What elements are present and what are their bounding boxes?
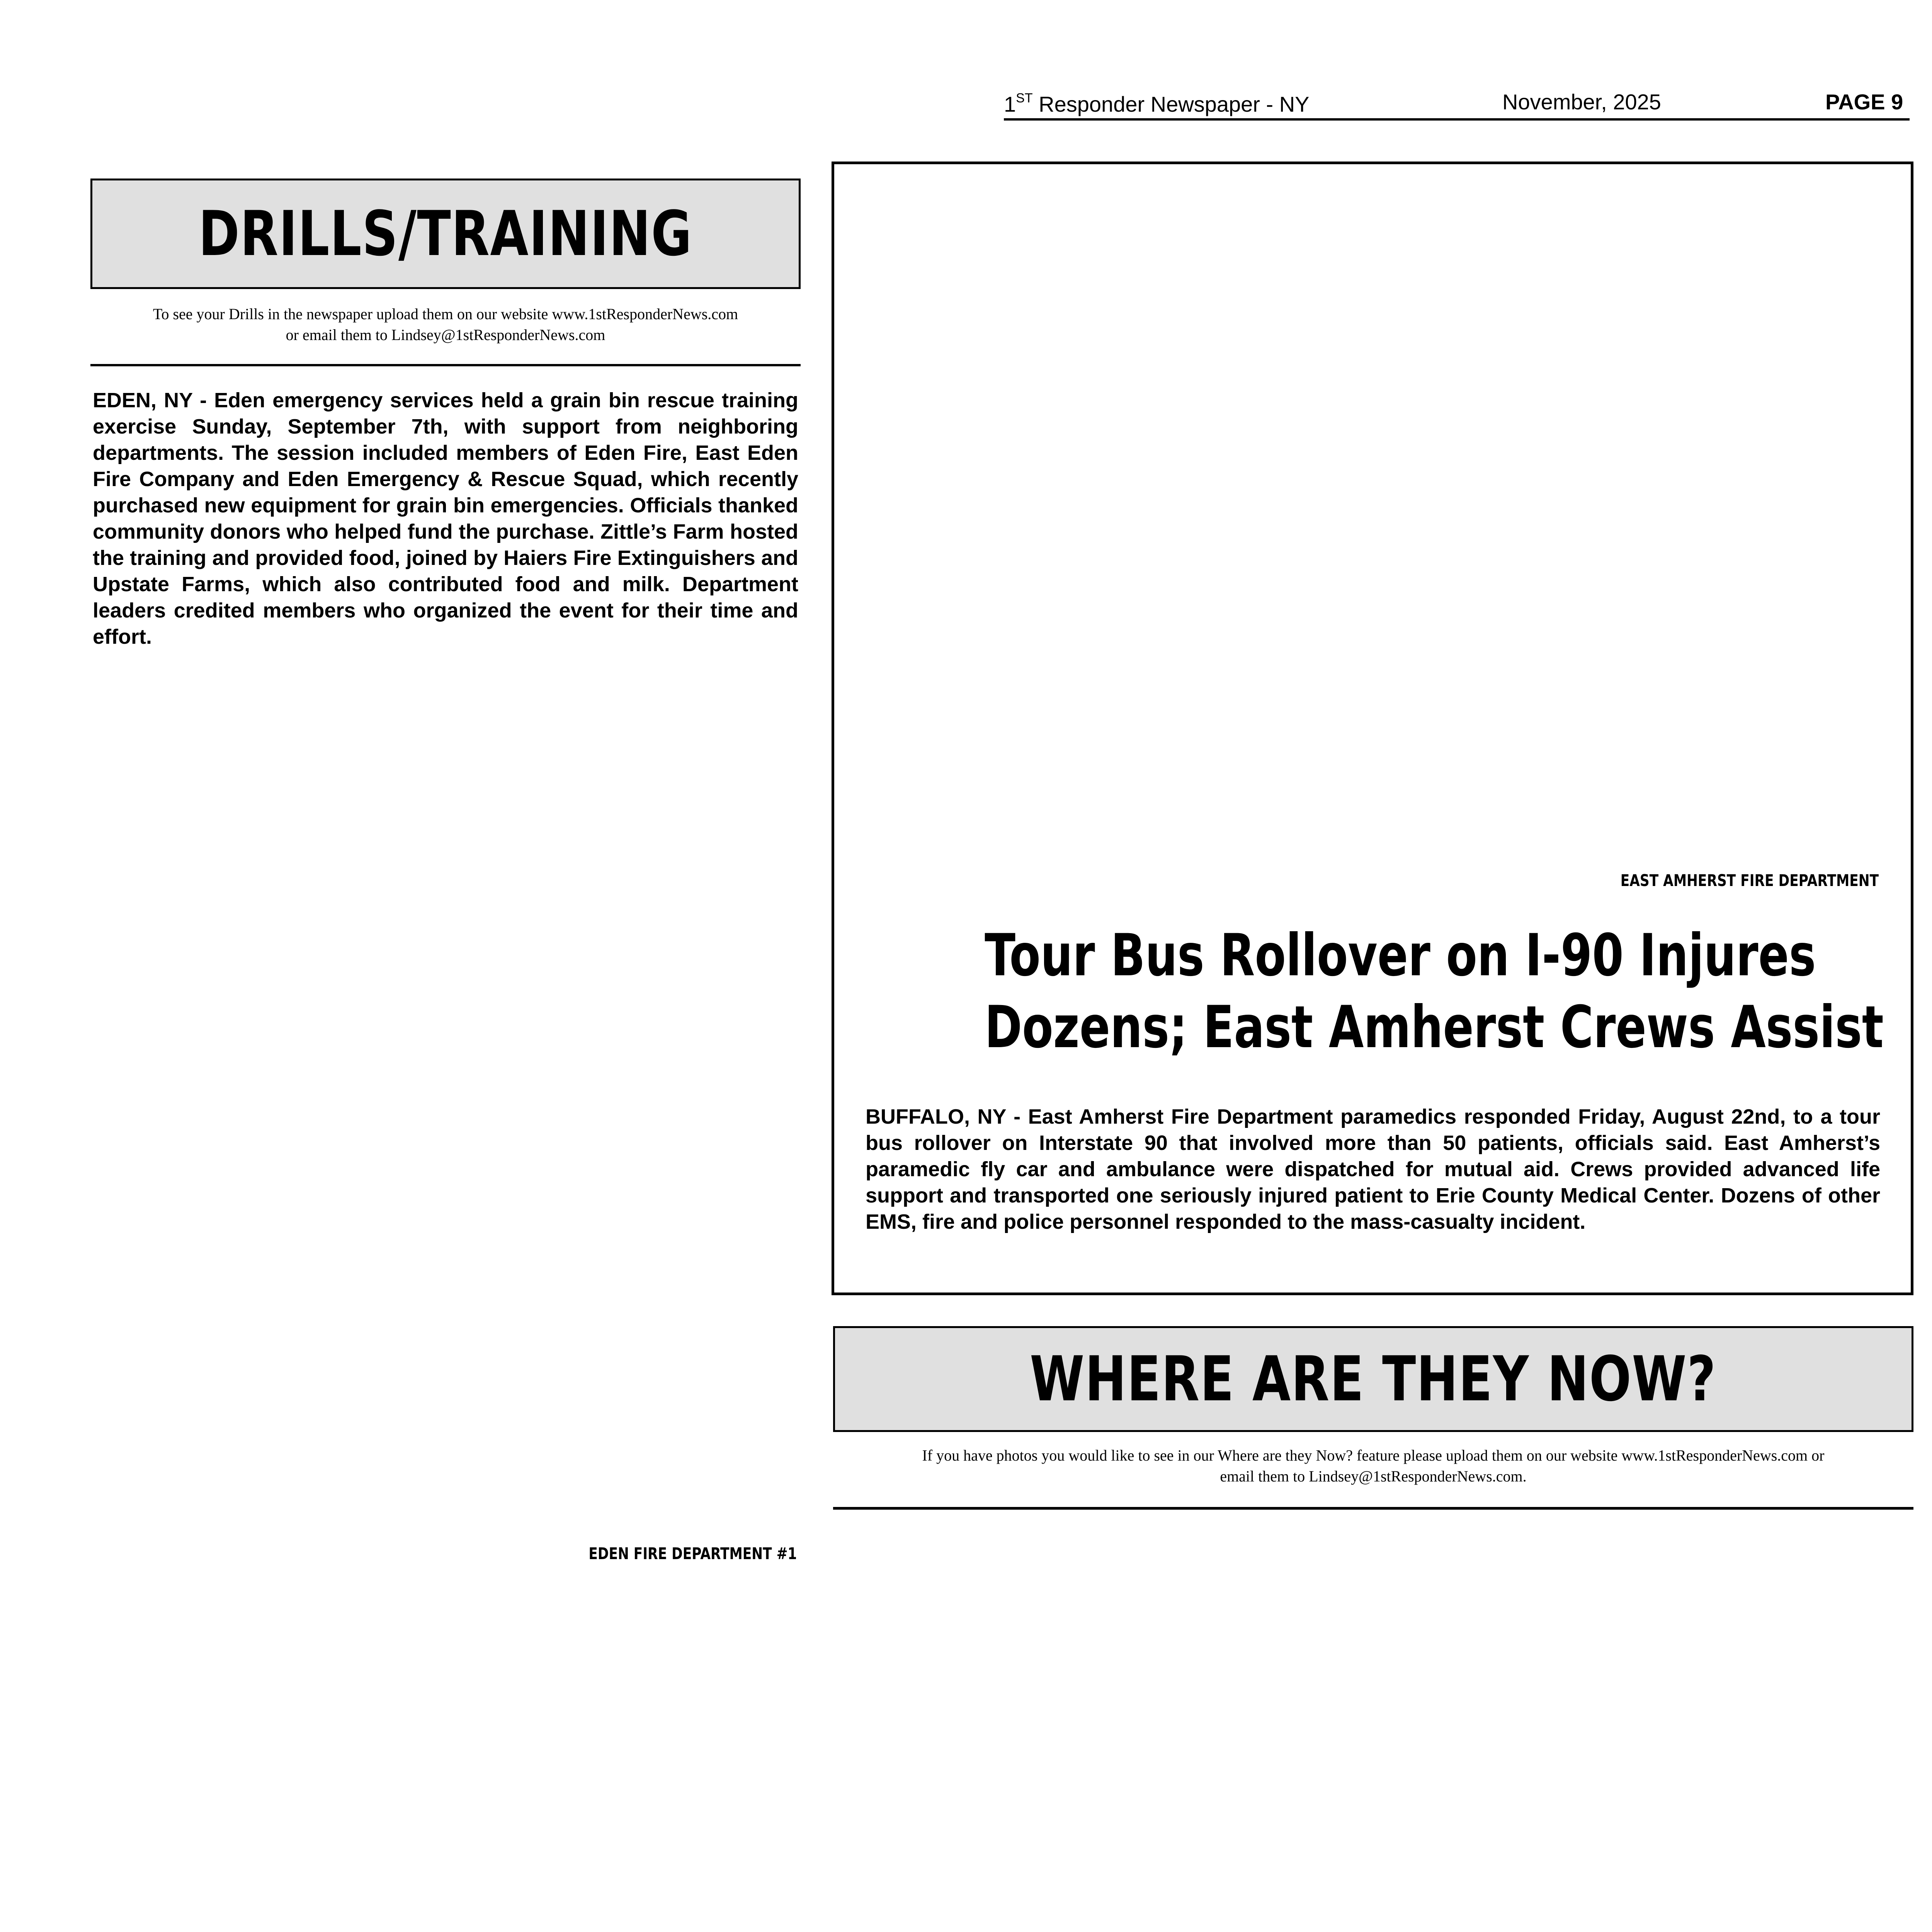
drills-training-title: DRILLS/TRAINING — [199, 197, 692, 270]
feature-article: BUFFALO, NY - East Amherst Fire Department paramedics responded Friday, August 22nd, to a tour bus rollover on Interstate 90 that involved more than 50 patients, officials said. East Amherst’s paramedic fly car and ambulance were dispatched for mutual aid. Crews provided advanced life support and transported one seriously injured patient to Erie County Medical Center. Dozens of other EMS, fire and police personnel responded to the mass-casualty incident. — [866, 1105, 1880, 1233]
where-are-they-now-title: WHERE ARE THEY NOW? — [1030, 1343, 1717, 1415]
where-now-upload-note: If you have photos you would like to see in our Where are they Now? feature please upload them on our website www.1stResponderNews.com or email them to Lindsey@1stResponderNews.com. — [922, 1447, 1825, 1485]
drills-photo-credit-1: EDEN FIRE DEPARTMENT #1 — [588, 1544, 797, 1563]
where-are-they-now-banner — [833, 1326, 1913, 1432]
drills-training-banner — [90, 179, 801, 289]
page-number: PAGE 9 — [1825, 90, 1903, 114]
feature-photo-credit: EAST AMHERST FIRE DEPARTMENT — [1620, 871, 1879, 890]
feature-headline — [873, 920, 1886, 1063]
drills-upload-note: To see your Drills in the newspaper upload them on our website www.1stResponderNews.com or email them to Lindsey@1stResponderNews.com — [153, 305, 738, 344]
publication-name: 1ST Responder Newspaper - NY — [1004, 91, 1310, 116]
feature-headline-line2: Dozens; East Amherst Crews Assist — [985, 994, 1884, 1061]
drills-article: EDEN, NY - Eden emergency services held a grain bin rescue training exercise Sunday, September 7th, with support from neighboring departments. The session included members of Eden Fire, East Eden Fire Company and Eden Emergency & Rescue Squad, which recently purchased new equipment for grain bin emergencies. Officials thanked community donors who helped fund the purchase. Zittle’s Farm hosted the training and provided food, joined by Haiers Fire Extinguishers and Upstate Farms, which also contributed food and milk. Department leaders credited members who organized the event for their time and effort. — [93, 389, 798, 648]
drills-rule — [90, 364, 801, 366]
where-now-rule — [833, 1507, 1913, 1510]
feature-headline-line1: Tour Bus Rollover on I-90 Injures — [985, 922, 1816, 989]
header-rule — [1004, 118, 1910, 121]
issue-date: November, 2025 — [1502, 90, 1661, 114]
